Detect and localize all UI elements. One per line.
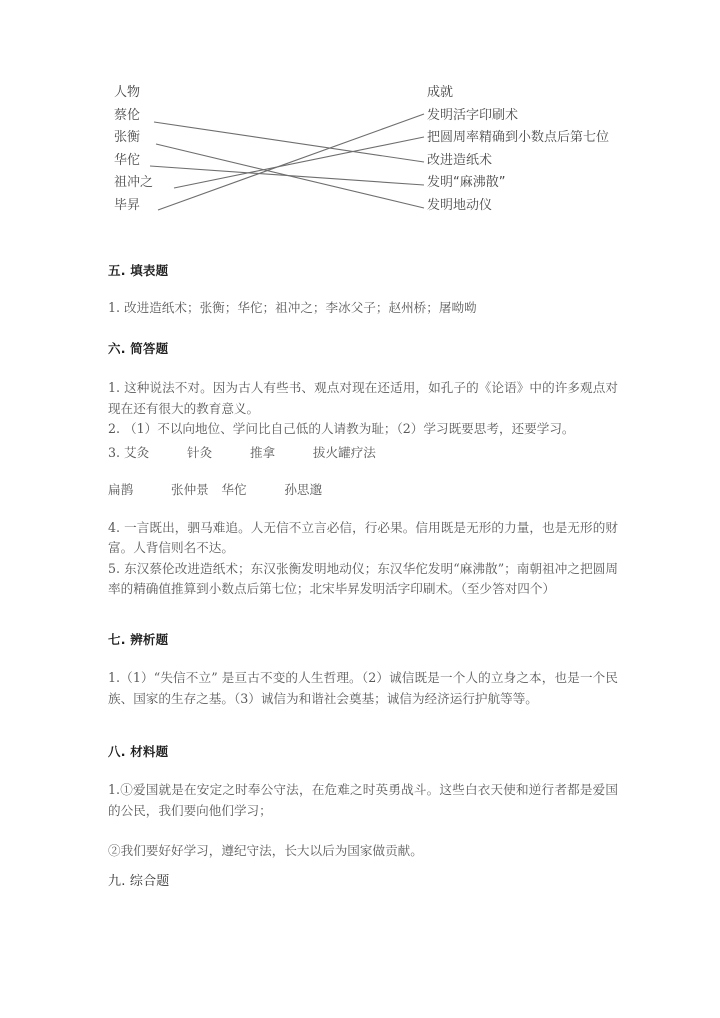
match-line-zhangheng-seismograph (156, 144, 424, 208)
matching-right-header: 成就 (427, 85, 454, 100)
matching-achievement-2[interactable]: 改进造纸术 (427, 152, 493, 168)
matching-left-header: 人物 (114, 85, 141, 100)
matching-right-column (427, 82, 609, 217)
section-five-heading: 五. 填表题 (108, 263, 169, 278)
section-eight-item-1: 1.①爱国就是在安定之时奉公守法，在危难之时英勇战斗。这些白衣天使和逆行者都是爱国的公民，我们要向他们学习； (108, 782, 618, 818)
section-five-item-1: 1. 改进造纸术；张衡；华佗；祖冲之；李冰父子；赵州桥；屠呦呦 (108, 300, 477, 315)
section-five-body (108, 298, 618, 319)
section-nine (108, 870, 618, 889)
matching-achievement-3[interactable]: 发明“麻沸散” (427, 175, 506, 190)
matching-achievement-1[interactable]: 把圆周率精确到小数点后第七位 (427, 130, 610, 145)
matching-exercise-diagram (112, 82, 612, 222)
section-eight-body (108, 780, 618, 862)
section-six-item-1: 1. 这种说法不对。因为古人有些书、观点对现在还适用，如孔子的《论语》中的许多观点对现在还有很大的教育意义。 (108, 380, 618, 416)
section-six-item-4: 4. 一言既出，驷马难追。人无信不立言必信，行必果。信用既是无形的力量，也是无形的财富。人背信则名不达。 (108, 519, 618, 555)
section-six (108, 339, 618, 357)
section-nine-heading: 九. 综合题 (108, 874, 170, 889)
matching-left-column (114, 82, 153, 217)
matching-person-1[interactable]: 张衡 (114, 130, 141, 145)
matching-person-3[interactable]: 祖冲之 (114, 175, 154, 190)
matching-achievement-4[interactable]: 发明地动仪 (427, 197, 493, 213)
section-six-body (108, 378, 618, 600)
section-seven-body (108, 668, 618, 709)
section-six-item-2: 2. （1）不以向地位、学问比自己低的人请教为耻；（2）学习既要思考，还要学习。 (108, 421, 575, 436)
section-six-item-5: 5. 东汉蔡伦改进造纸术；东汉张衡发明地动仪；东汉华佗发明“麻沸散”；南朝祖冲之把圆周率的精确值推算到小数点后第七位；北宋毕昇发明活字印刷术。（至少答对四个） (108, 560, 618, 596)
section-six-item-3: 3. 艾灸 针灸 推拿 拔火罐疗法 (108, 444, 376, 460)
section-six-item-3-line-2: 扁鹊 张仲景 华佗 孙思邈 (108, 482, 323, 497)
section-eight-item-2: ②我们要好好学习，遵纪守法，长大以后为国家做贡献。 (108, 843, 423, 858)
match-line-zuchongzhi-pi (174, 137, 424, 188)
section-eight (108, 742, 618, 760)
section-seven-heading: 七. 辨析题 (108, 632, 169, 647)
matching-person-2[interactable]: 华佗 (114, 152, 141, 168)
matching-person-4[interactable]: 毕昇 (114, 197, 141, 213)
match-line-cailun-paper (154, 122, 424, 162)
section-five (108, 261, 618, 279)
section-seven (108, 630, 618, 648)
matching-person-0[interactable]: 蔡伦 (114, 107, 141, 123)
section-seven-item-1: 1.（1）“失信不立” 是亘古不变的人生哲理。（2）诚信既是一个人的立身之本，也是一个民族、国家的生存之基。（3）诚信为和谐社会奠基；诚信为经济运行护航等等。 (108, 670, 618, 706)
matching-achievement-0[interactable]: 发明活字印刷术 (427, 107, 519, 123)
section-six-heading: 六. 简答题 (108, 341, 169, 356)
section-eight-heading: 八. 材料题 (108, 744, 169, 759)
